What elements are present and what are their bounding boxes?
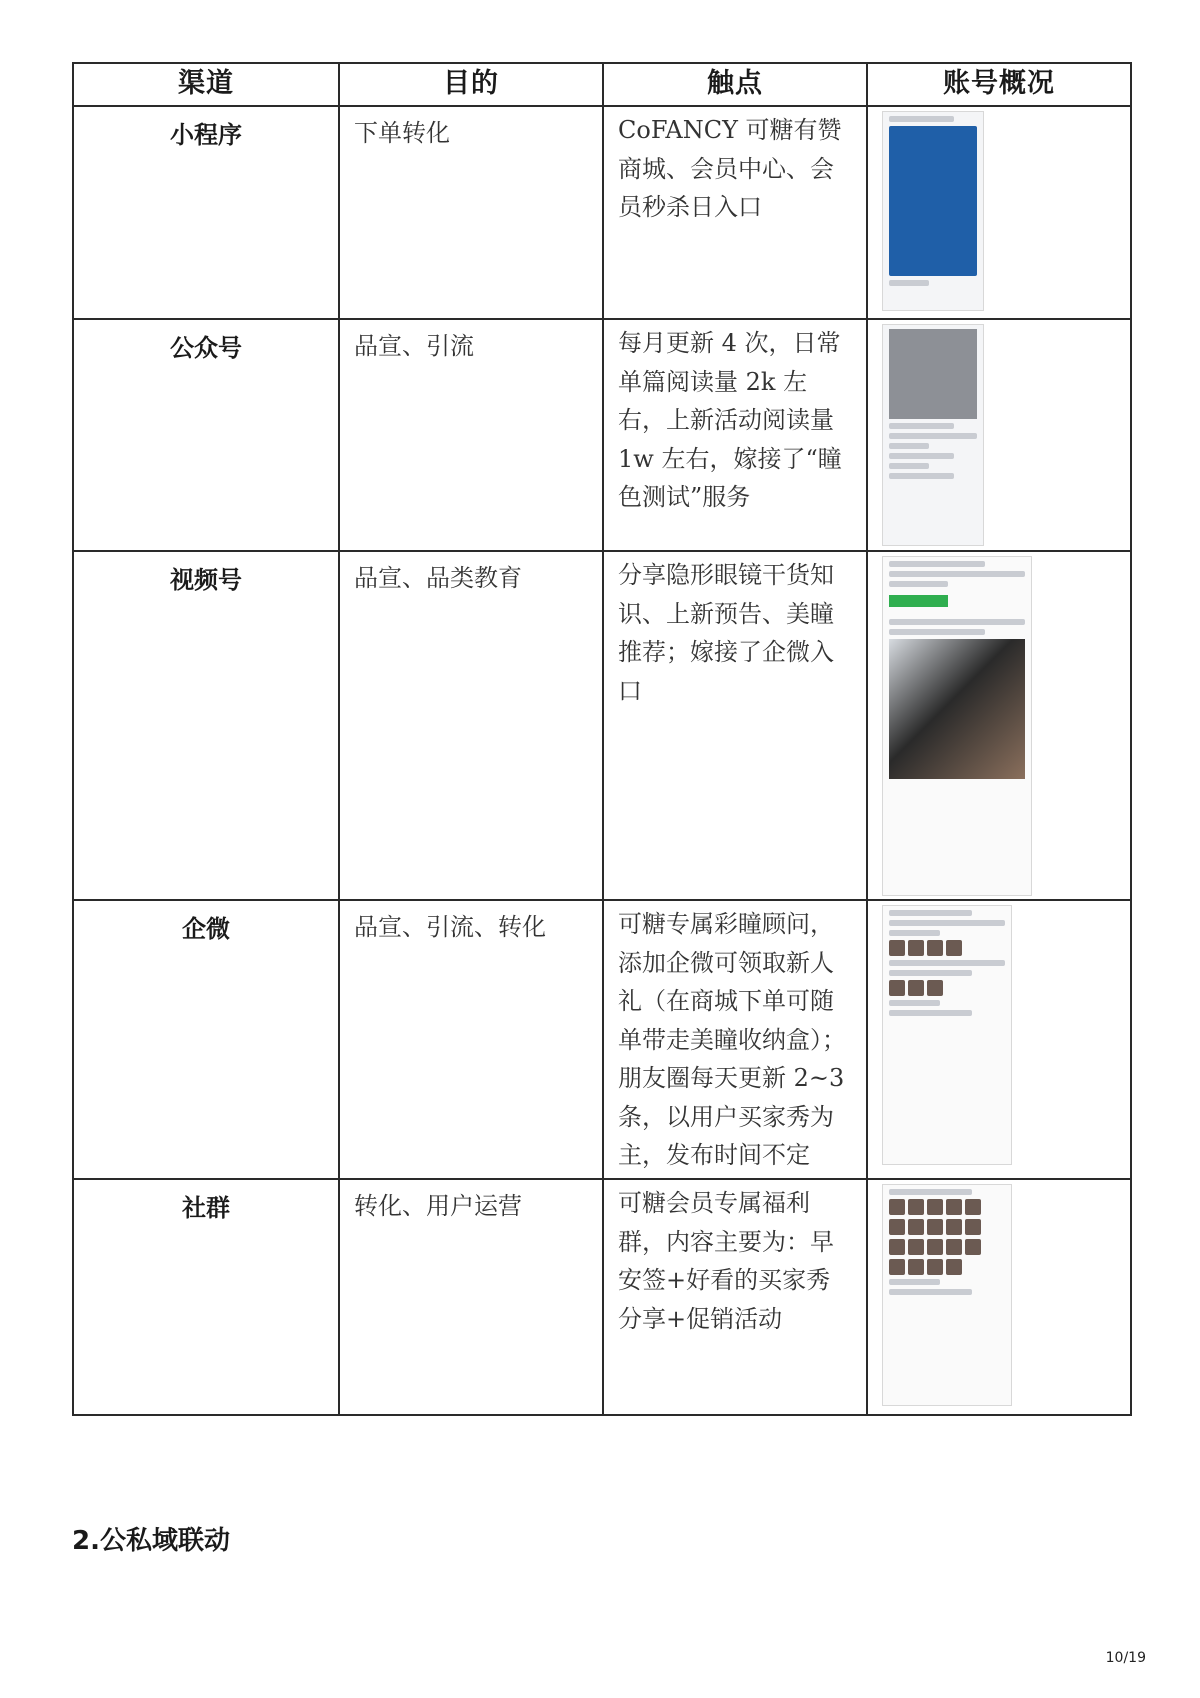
table-row	[74, 899, 1130, 1178]
channel-name: 视频号	[170, 565, 242, 594]
channel-purpose: 品宣、引流	[338, 320, 602, 550]
channel-name: 企微	[182, 914, 230, 943]
channel-touchpoint: 可糖专属彩瞳顾问，添加企微可领取新人礼（在商城下单可随单带走美瞳收纳盒）；朋友圈每天更新 2~3 条，以用户买家秀为主，发布时间不定	[602, 901, 866, 1178]
header-touchpoint: 触点	[602, 64, 866, 105]
header-account-overview: 账号概况	[866, 64, 1130, 105]
channel-purpose: 品宣、品类教育	[338, 552, 602, 899]
channel-purpose: 下单转化	[338, 107, 602, 318]
channel-touchpoint: 每月更新 4 次，日常单篇阅读量 2k 左右，上新活动阅读量 1w 左右，嫁接了“瞳色测试”服务	[602, 320, 866, 550]
channel-touchpoint: 可糖会员专属福利群，内容主要为：早安签+好看的买家秀分享+促销活动	[602, 1180, 866, 1414]
channel-name: 公众号	[170, 333, 242, 362]
channel-name: 社群	[182, 1193, 230, 1222]
account-screenshot-cell	[866, 1180, 1130, 1414]
wecom-screenshot	[882, 905, 1012, 1165]
account-screenshot-cell	[866, 107, 1130, 318]
channel-touchpoint: 分享隐形眼镜干货知识、上新预告、美瞳推荐；嫁接了企微入口	[602, 552, 866, 899]
table-row	[74, 105, 1130, 318]
page-number: 10/19	[1105, 1650, 1146, 1666]
channel-name: 小程序	[170, 120, 242, 149]
channel-table	[72, 62, 1132, 1416]
account-screenshot-cell	[866, 901, 1130, 1178]
account-screenshot-cell	[866, 320, 1130, 550]
official-account-screenshot	[882, 324, 984, 546]
section-heading: 2.公私域联动	[72, 1526, 230, 1556]
video-channel-screenshot	[882, 556, 1032, 896]
account-screenshot-cell	[866, 552, 1130, 899]
table-row	[74, 550, 1130, 899]
table-row	[74, 318, 1130, 550]
header-channel: 渠道	[178, 68, 234, 99]
channel-touchpoint: CoFANCY 可糖有赞商城、会员中心、会员秒杀日入口	[602, 107, 866, 318]
table-row	[74, 1178, 1130, 1414]
community-screenshot	[882, 1184, 1012, 1406]
channel-purpose: 转化、用户运营	[338, 1180, 602, 1414]
header-purpose: 目的	[338, 64, 602, 105]
channel-purpose: 品宣、引流、转化	[338, 901, 602, 1178]
table-header-row	[74, 64, 1130, 105]
miniapp-screenshot	[882, 111, 984, 311]
